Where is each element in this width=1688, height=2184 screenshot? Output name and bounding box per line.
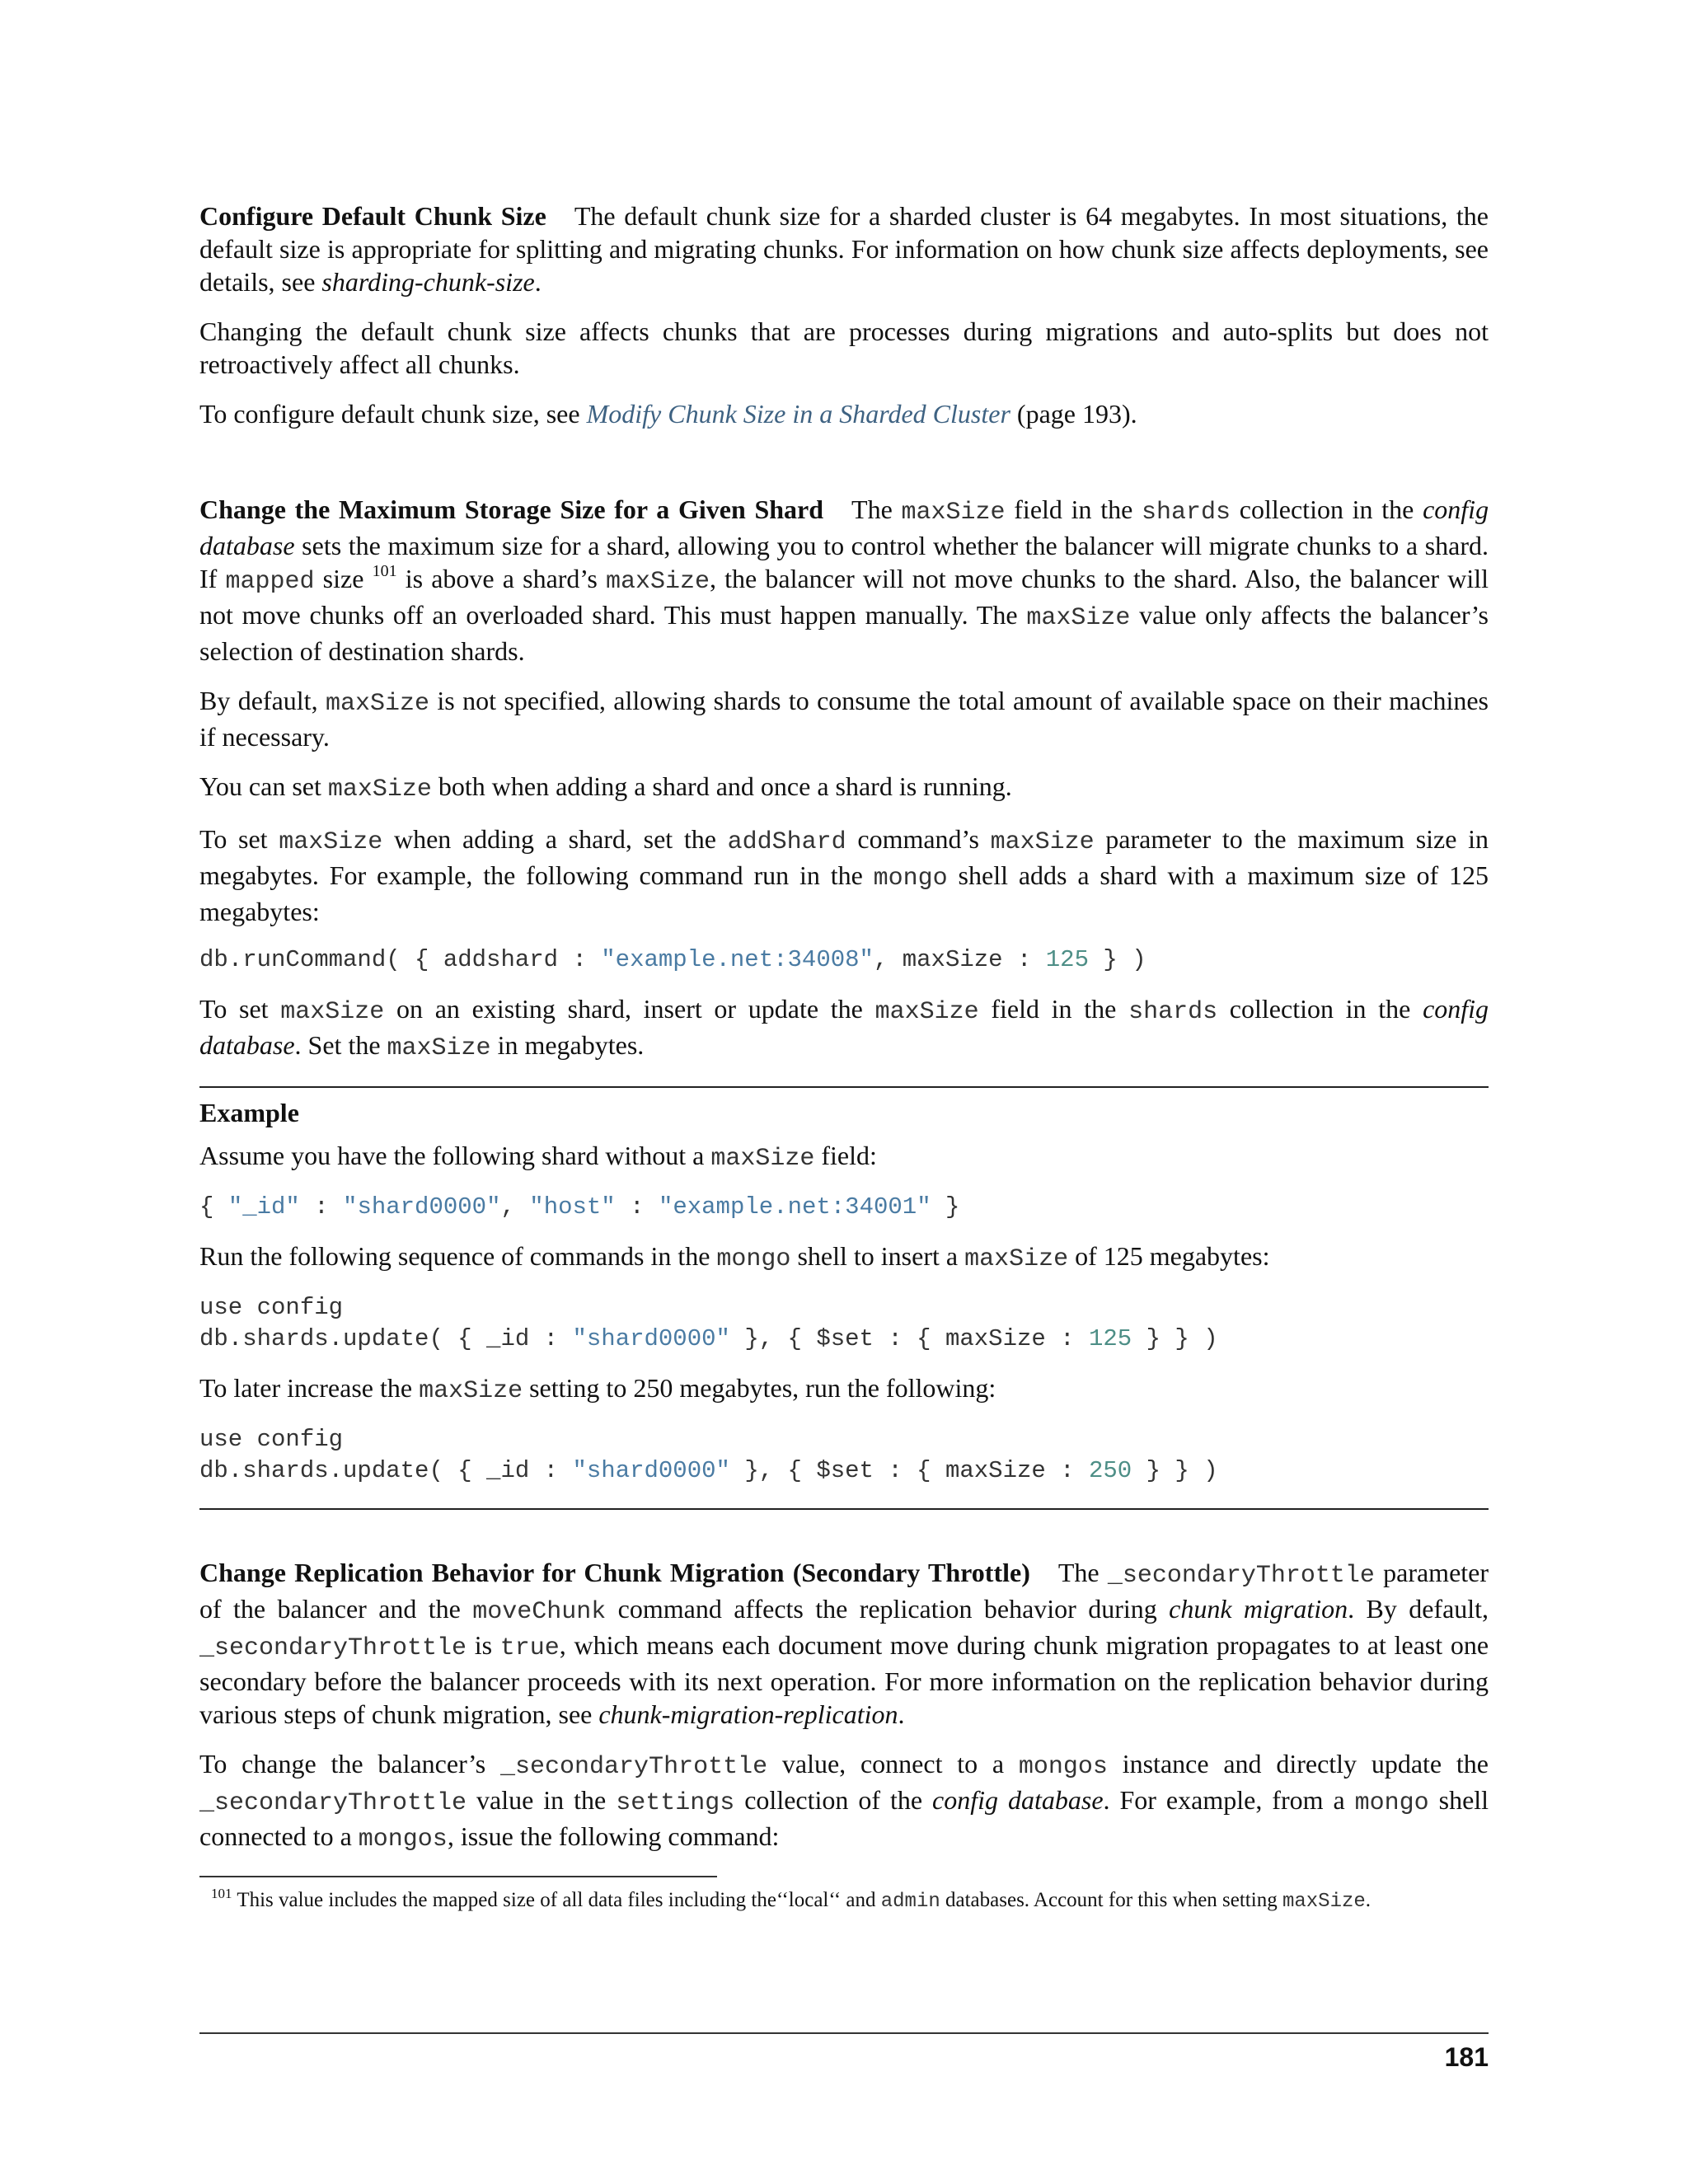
example-para-2: Run the following sequence of commands in the mongo shell to insert a maxSize of 125 megabytes: bbox=[199, 1241, 1270, 1273]
section-chunk-size-para-3: To configure default chunk size, see Modify Chunk Size in a Sharded Cluster (page 193). bbox=[199, 399, 1137, 429]
footnote-101: $^{101}$ This value includes the mapped size of all data files including the‘‘local‘‘ and admin databases. Account for this when setting maxSize. bbox=[211, 1886, 1372, 1913]
modify-chunk-size-link[interactable]: Modify Chunk Size in a Sharded Cluster bbox=[586, 399, 1010, 429]
section-chunk-size-para-1: Configure Default Chunk Size The default chunk size for a sharded cluster is 64 megabytes. In most situations, the default size is appropriate for splitting and migrating chunks. For information on how chunk size affects deployments, see details, see sharding-chunk-size. bbox=[199, 201, 1489, 297]
page-number: 181 bbox=[1444, 2042, 1489, 2072]
section-secondary-throttle-para-1: Change Replication Behavior for Chunk Migration (Secondary Throttle) The _secondaryThrottle parameter of the balancer and the moveChunk command affects the replication behavior during chunk migration. By default, _secondaryThrottle is true, which means each document move during chunk migration propagates to at least one secondary before the balancer proceeds with its next operation. For more information on the replication behavior during various steps of chunk migration, see chunk-migration-replication. bbox=[199, 1558, 1489, 1729]
code-block-set-250: use config db.shards.update( { _id : "shard0000" }, { $set : { maxSize : 250 } } ) bbox=[199, 1426, 1218, 1484]
section-chunk-size-para-2: Changing the default chunk size affects chunks that are processes during migrations and auto-splits but does not retroactively affect all chunks. bbox=[199, 316, 1489, 379]
code-block-addshard: db.runCommand( { addshard : "example.net:34008", maxSize : 125 } ) bbox=[199, 946, 1146, 973]
section-max-storage-para-2: By default, maxSize is not specified, allowing shards to consume the total amount of available space on their machines if necessary. bbox=[199, 686, 1489, 752]
code-block-shard-doc: { "_id" : "shard0000", "host" : "example.net:34001" } bbox=[199, 1193, 960, 1221]
example-title: Example bbox=[199, 1098, 299, 1127]
footnote-ref-101[interactable]: 101 bbox=[372, 562, 397, 580]
footnote-rule bbox=[199, 1876, 717, 1877]
section-heading: Configure Default Chunk Size bbox=[199, 201, 546, 231]
section-max-storage-para-1: Change the Maximum Storage Size for a Given Shard The maxSize field in the shards collection in the config database sets the maximum size for a shard, allowing you to control whether the balancer will migrate chunks to a shard. If mapped size $^{101}$ is above a shard’s maxSize, the balancer will not move chunks to the shard. Also, the balancer will not move chunks off an overloaded shard. This must happen manually. The maxSize value only affects the balancer’s selection of destination shards. bbox=[199, 494, 1489, 666]
reference-sharding-chunk-size: sharding-chunk-size bbox=[321, 267, 535, 297]
example-para-1: Assume you have the following shard without a maxSize field: bbox=[199, 1141, 877, 1173]
section-max-storage-para-3: You can set maxSize both when adding a shard and once a shard is running. bbox=[199, 771, 1012, 804]
page-content bbox=[199, 199, 1489, 1915]
section-heading: Change Replication Behavior for Chunk Migration (Secondary Throttle) bbox=[199, 1558, 1030, 1587]
footer-rule bbox=[199, 2032, 1489, 2034]
section-max-storage-para-4: To set maxSize when adding a shard, set the addShard command’s maxSize parameter to the maximum size in megabytes. For example, the following command run in the mongo shell adds a shard with a maximum size of 125 megabytes: bbox=[199, 824, 1489, 926]
section-secondary-throttle-para-2: To change the balancer’s _secondaryThrottle value, connect to a mongos instance and directly update the _secondaryThrottle value in the settings collection of the config database. For example, from a mongo shell connected to a mongos, issue the following command: bbox=[199, 1749, 1489, 1854]
chunk-migration-term: chunk migration bbox=[1169, 1594, 1348, 1624]
example-para-3: To later increase the maxSize setting to 250 megabytes, run the following: bbox=[199, 1373, 996, 1405]
reference-chunk-migration-replication: chunk-migration-replication bbox=[598, 1699, 898, 1729]
section-max-storage-para-5: To set maxSize on an existing shard, insert or update the maxSize field in the shards collection in the config database. Set the maxSize in megabytes. bbox=[199, 994, 1489, 1062]
example-box bbox=[199, 1086, 1489, 1510]
config-database-term: config database bbox=[199, 494, 1489, 560]
section-heading: Change the Maximum Storage Size for a Given Shard bbox=[199, 494, 824, 524]
code-block-set-125: use config db.shards.update( { _id : "shard0000" }, { $set : { maxSize : 125 } } ) bbox=[199, 1294, 1218, 1352]
